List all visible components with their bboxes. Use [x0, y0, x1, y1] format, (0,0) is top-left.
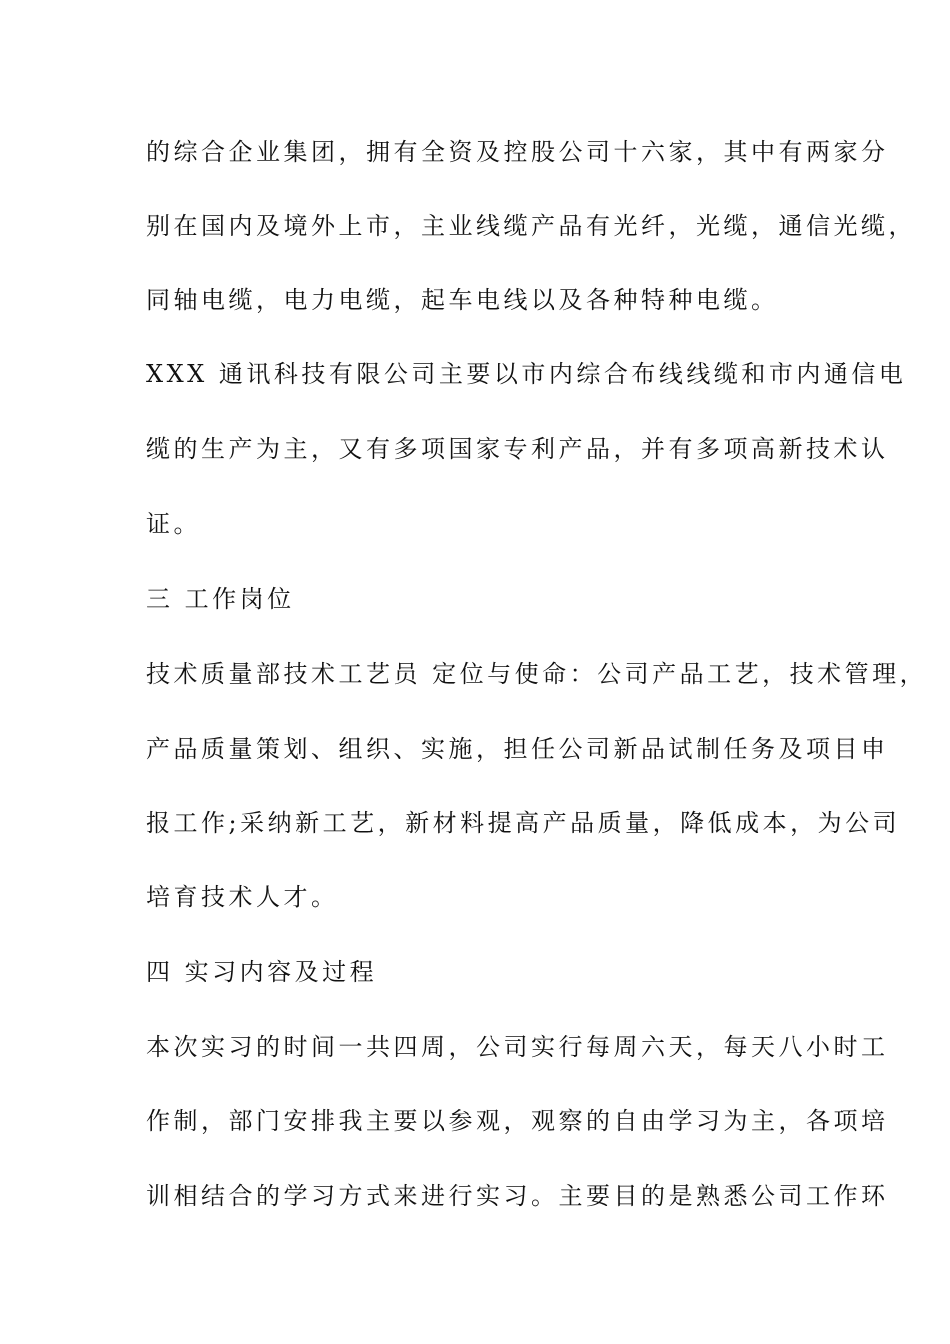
- text-line: 同轴电缆，电力电缆，起车电线以及各种特种电缆。: [146, 286, 779, 314]
- section-heading: 四 实习内容及过程: [146, 958, 378, 986]
- text-line: 培育技术人才。: [146, 883, 339, 911]
- text-line: 产品质量策划、组织、实施，担任公司新品试制任务及项目申: [146, 735, 889, 763]
- text-line: 的综合企业集团，拥有全资及控股公司十六家，其中有两家分: [146, 138, 889, 166]
- text-line: 证。: [146, 510, 201, 538]
- text-line: 训相结合的学习方式来进行实习。主要目的是熟悉公司工作环: [146, 1182, 889, 1210]
- text-line: XXX 通讯科技有限公司主要以市内综合布线线缆和市内通信电: [146, 360, 907, 388]
- section-heading: 三 工作岗位: [146, 585, 295, 613]
- text-line: 作制，部门安排我主要以参观，观察的自由学习为主，各项培: [146, 1107, 889, 1135]
- text-line: 别在国内及境外上市，主业线缆产品有光纤，光缆，通信光缆，: [146, 212, 916, 240]
- text-line: 报工作;采纳新工艺，新材料提高产品质量，降低成本，为公司: [146, 809, 901, 837]
- text-line: 技术质量部技术工艺员 定位与使命：公司产品工艺，技术管理，: [146, 660, 928, 688]
- text-line: 本次实习的时间一共四周，公司实行每周六天，每天八小时工: [146, 1033, 889, 1061]
- text-line: 缆的生产为主，又有多项国家专利产品，并有多项高新技术认: [146, 435, 889, 463]
